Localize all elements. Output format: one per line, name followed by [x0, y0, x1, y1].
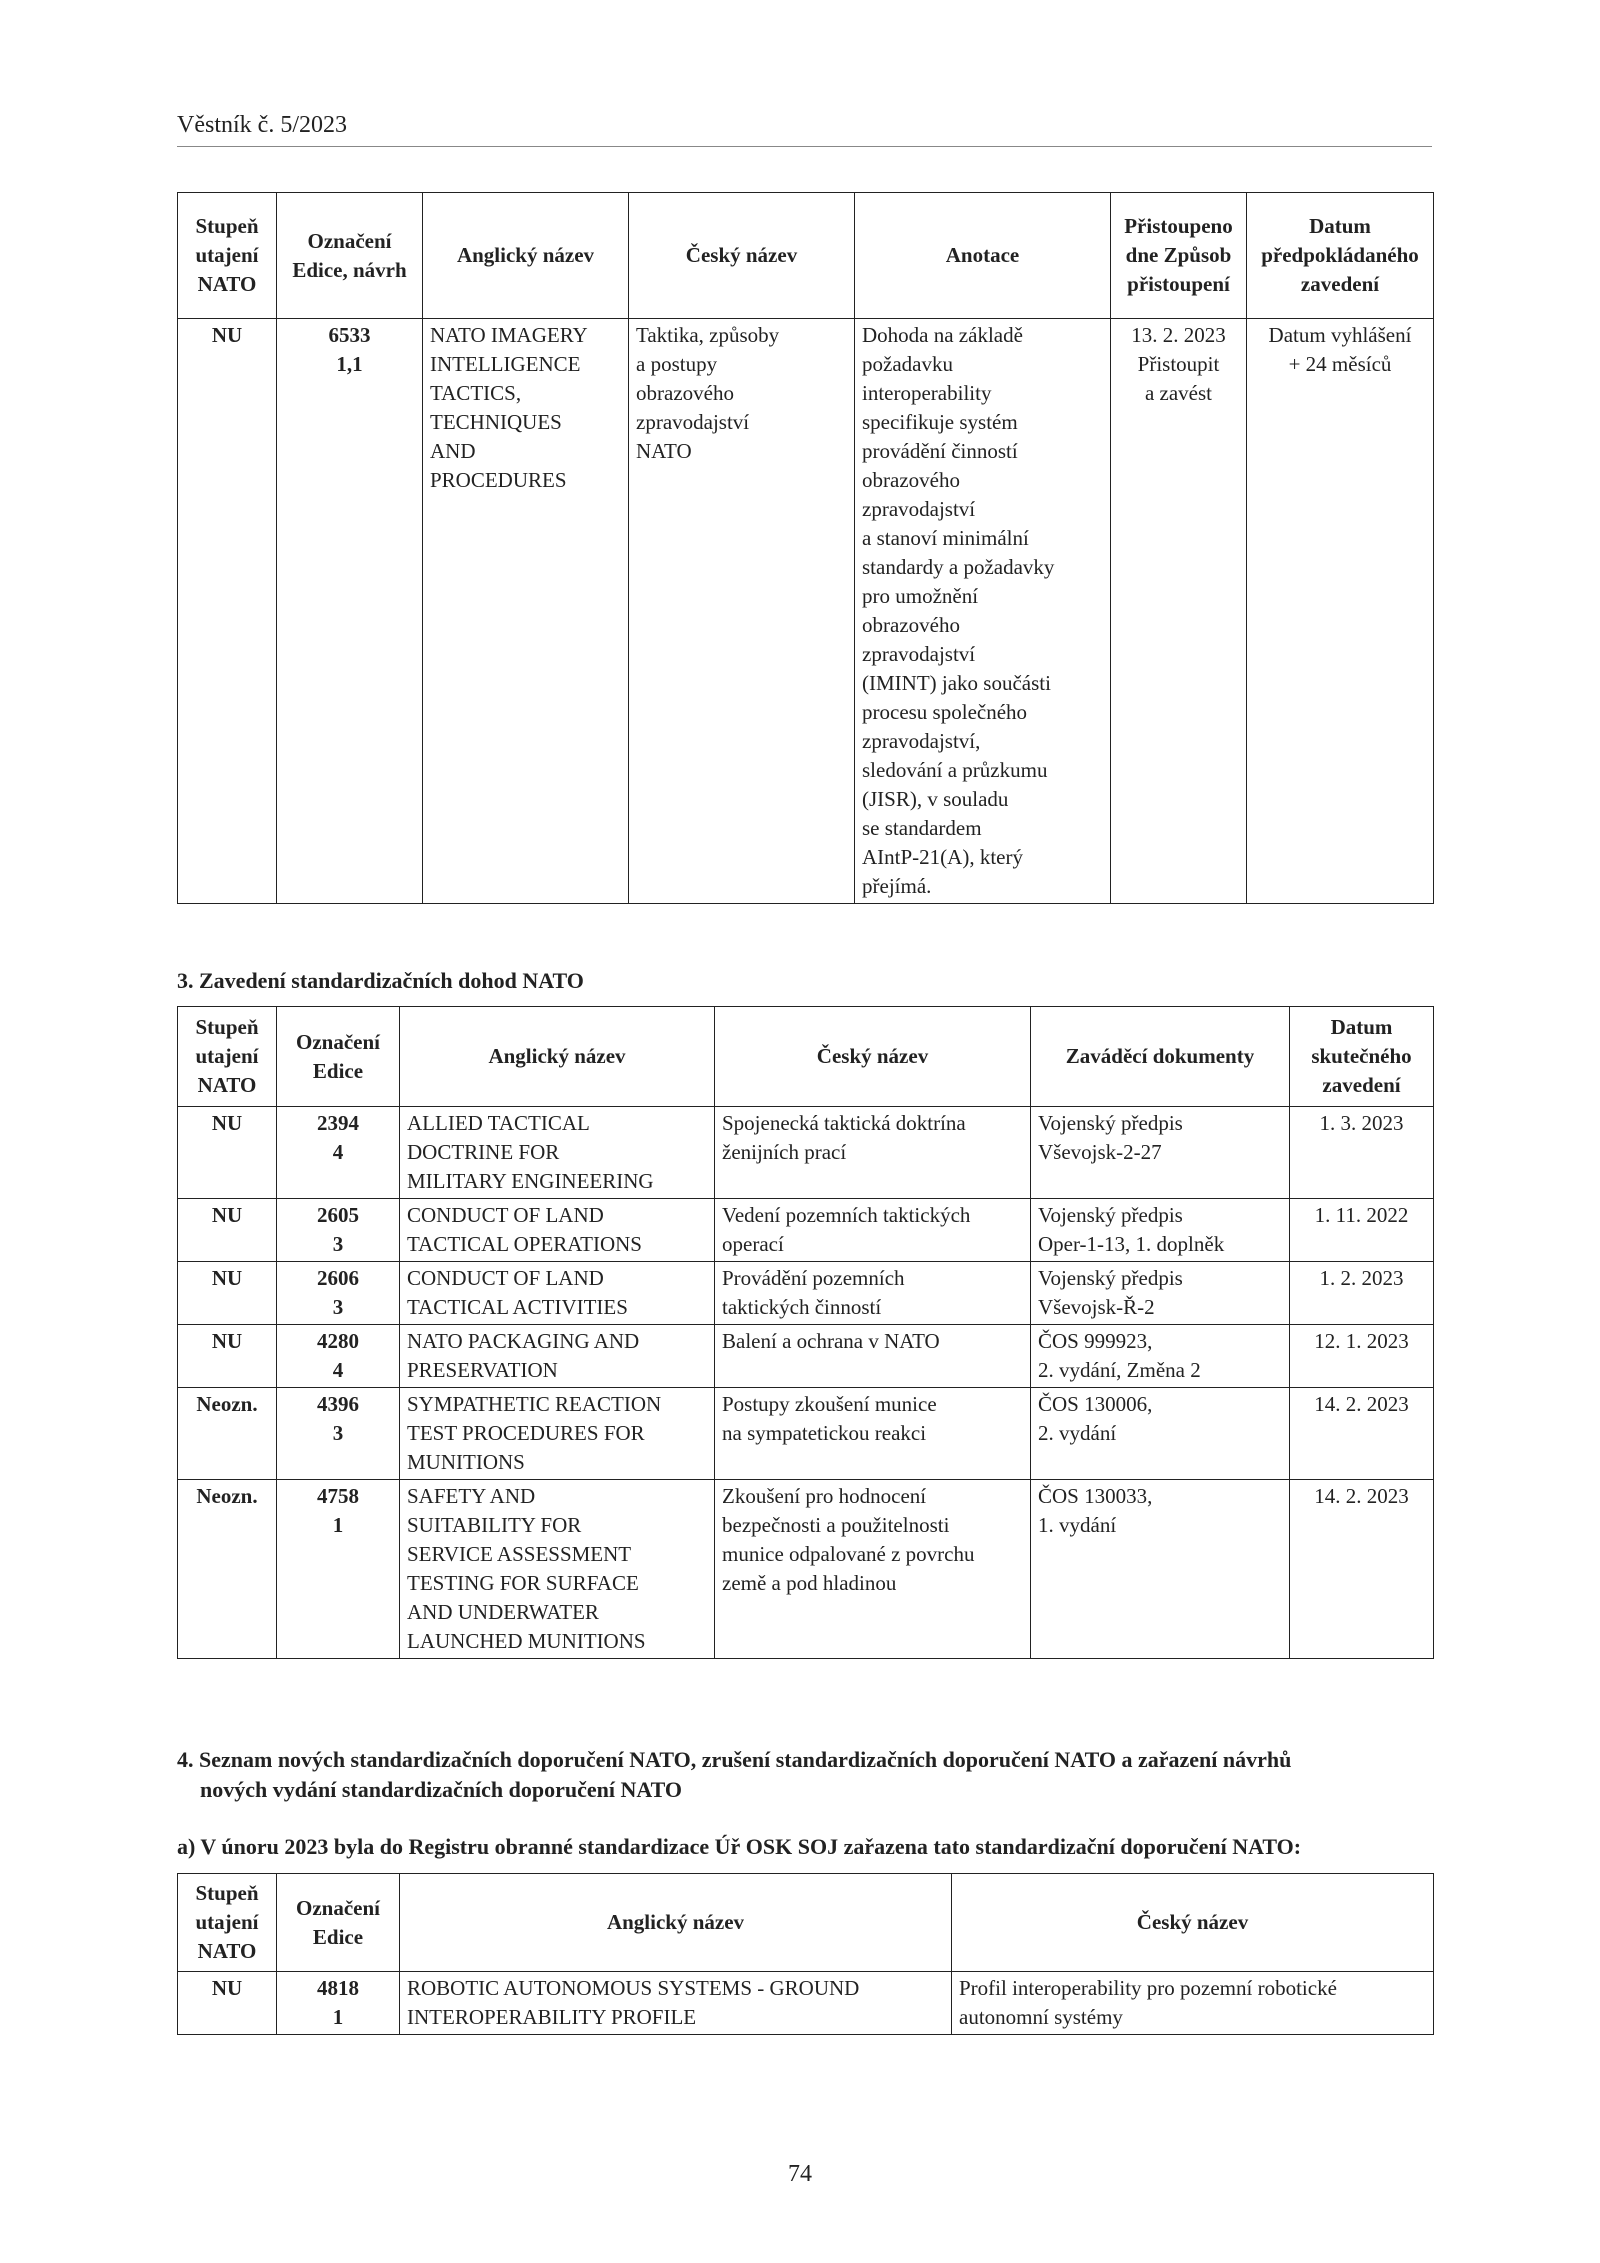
table-header-row: [178, 1007, 1434, 1107]
section-4-heading-line2: nových vydání standardizačních doporučení NATO: [200, 1777, 683, 1802]
table-row: [178, 1325, 1434, 1388]
section-3-heading: 3. Zavedení standardizačních dohod NATO: [177, 968, 584, 993]
cell-implementing-documents: ČOS 999923, 2. vydání, Změna 2: [1031, 1325, 1290, 1388]
cell-czech-title: Spojenecká taktická doktrína ženijních prací: [715, 1107, 1031, 1199]
col-header-classification: Stupeň utajení NATO: [178, 1874, 277, 1972]
page-header: [177, 112, 1432, 147]
table-row: [178, 1262, 1434, 1325]
col-header-accession: Přistoupeno dne Způsob přistoupení: [1111, 193, 1247, 319]
cell-designation: 4396 3: [277, 1388, 400, 1480]
cell-implementing-documents: ČOS 130006, 2. vydání: [1031, 1388, 1290, 1480]
col-header-english-title: Anglický název: [400, 1874, 952, 1972]
cell-classification: NU: [178, 1972, 277, 2035]
col-header-czech-title: Český název: [715, 1007, 1031, 1107]
cell-english-title: CONDUCT OF LAND TACTICAL ACTIVITIES: [400, 1262, 715, 1325]
cell-actual-date: 1. 3. 2023: [1290, 1107, 1434, 1199]
cell-czech-title: Provádění pozemních taktických činností: [715, 1262, 1031, 1325]
cell-designation: 6533 1,1: [277, 319, 423, 904]
cell-actual-date: 14. 2. 2023: [1290, 1480, 1434, 1659]
table-header-row: [178, 1874, 1434, 1972]
col-header-czech-title: Český název: [952, 1874, 1434, 1972]
cell-designation: 2605 3: [277, 1199, 400, 1262]
cell-classification: NU: [178, 1107, 277, 1199]
col-header-expected-date: Datum předpokládaného zavedení: [1247, 193, 1434, 319]
col-header-english-title: Anglický název: [423, 193, 629, 319]
table-header-row: [178, 193, 1434, 319]
cell-designation: 4280 4: [277, 1325, 400, 1388]
col-header-english-title: Anglický název: [400, 1007, 715, 1107]
cell-classification: NU: [178, 1262, 277, 1325]
cell-czech-title: Postupy zkoušení munice na sympatetickou reakci: [715, 1388, 1031, 1480]
table-row: [178, 1199, 1434, 1262]
cell-czech-title: Zkoušení pro hodnocení bezpečnosti a použitelnosti munice odpalované z povrchu země a pod hladinou: [715, 1480, 1031, 1659]
cell-implementing-documents: Vojenský předpis Oper-1-13, 1. doplněk: [1031, 1199, 1290, 1262]
col-header-actual-date: Datum skutečného zavedení: [1290, 1007, 1434, 1107]
table-row: [178, 1388, 1434, 1480]
cell-expected-date: Datum vyhlášení + 24 měsíců: [1247, 319, 1434, 904]
col-header-czech-title: Český název: [629, 193, 855, 319]
table-agreements-implementation: [177, 1006, 1434, 1659]
table-row: [178, 319, 1434, 904]
cell-designation: 2606 3: [277, 1262, 400, 1325]
section-4-heading: [177, 1745, 1433, 1805]
col-header-implementing-documents: Zaváděcí dokumenty: [1031, 1007, 1290, 1107]
cell-actual-date: 14. 2. 2023: [1290, 1388, 1434, 1480]
cell-english-title: ROBOTIC AUTONOMOUS SYSTEMS - GROUND INTEROPERABILITY PROFILE: [400, 1972, 952, 2035]
col-header-designation: Označení Edice, návrh: [277, 193, 423, 319]
section-4-heading-line1: 4. Seznam nových standardizačních doporučení NATO, zrušení standardizačních doporučení NATO a zařazení návrhů: [177, 1747, 1292, 1772]
cell-actual-date: 1. 11. 2022: [1290, 1199, 1434, 1262]
subsection-a-heading: a) V únoru 2023 byla do Registru obranné standardizace Úř OSK SOJ zařazena tato standardizační doporučení NATO:: [177, 1834, 1302, 1859]
col-header-classification: Stupeň utajení NATO: [178, 1007, 277, 1107]
cell-actual-date: 1. 2. 2023: [1290, 1262, 1434, 1325]
cell-english-title: NATO PACKAGING AND PRESERVATION: [400, 1325, 715, 1388]
cell-actual-date: 12. 1. 2023: [1290, 1325, 1434, 1388]
cell-czech-title: Balení a ochrana v NATO: [715, 1325, 1031, 1388]
cell-designation: 4818 1: [277, 1972, 400, 2035]
cell-classification: Neozn.: [178, 1388, 277, 1480]
cell-english-title: NATO IMAGERY INTELLIGENCE TACTICS, TECHNIQUES AND PROCEDURES: [423, 319, 629, 904]
cell-english-title: ALLIED TACTICAL DOCTRINE FOR MILITARY ENGINEERING: [400, 1107, 715, 1199]
col-header-classification: Stupeň utajení NATO: [178, 193, 277, 319]
cell-czech-title: Vedení pozemních taktických operací: [715, 1199, 1031, 1262]
cell-english-title: CONDUCT OF LAND TACTICAL OPERATIONS: [400, 1199, 715, 1262]
cell-accession: 13. 2. 2023 Přistoupit a zavést: [1111, 319, 1247, 904]
cell-classification: NU: [178, 319, 277, 904]
cell-czech-title: Profil interoperability pro pozemní robotické autonomní systémy: [952, 1972, 1434, 2035]
col-header-annotation: Anotace: [855, 193, 1111, 319]
table-row: [178, 1107, 1434, 1199]
cell-designation: 4758 1: [277, 1480, 400, 1659]
cell-implementing-documents: ČOS 130033, 1. vydání: [1031, 1480, 1290, 1659]
cell-classification: Neozn.: [178, 1480, 277, 1659]
cell-annotation: Dohoda na základě požadavku interoperability specifikuje systém provádění činností obrazového zpravodajství a stanoví minimální standardy a požadavky pro umožnění obrazového zpravodajství (IMINT) jako součásti procesu společného zpravodajství, sledování a průzkumu (JISR), v souladu se standardem AIntP-21(A), který přejímá.: [855, 319, 1111, 904]
cell-classification: NU: [178, 1199, 277, 1262]
table-row: [178, 1480, 1434, 1659]
cell-czech-title: Taktika, způsoby a postupy obrazového zpravodajství NATO: [629, 319, 855, 904]
table-recommendations: [177, 1873, 1434, 2035]
col-header-designation: Označení Edice: [277, 1007, 400, 1107]
cell-classification: NU: [178, 1325, 277, 1388]
cell-implementing-documents: Vojenský předpis Vševojsk-2-27: [1031, 1107, 1290, 1199]
col-header-designation: Označení Edice: [277, 1874, 400, 1972]
table-agreements-accession: [177, 192, 1434, 904]
journal-title: Věstník č. 5/2023: [177, 112, 347, 138]
cell-english-title: SYMPATHETIC REACTION TEST PROCEDURES FOR MUNITIONS: [400, 1388, 715, 1480]
cell-implementing-documents: Vojenský předpis Vševojsk-Ř-2: [1031, 1262, 1290, 1325]
cell-designation: 2394 4: [277, 1107, 400, 1199]
cell-english-title: SAFETY AND SUITABILITY FOR SERVICE ASSESSMENT TESTING FOR SURFACE AND UNDERWATER LAUNCHED MUNITIONS: [400, 1480, 715, 1659]
table-row: [178, 1972, 1434, 2035]
page-number: 74: [788, 2161, 812, 2187]
